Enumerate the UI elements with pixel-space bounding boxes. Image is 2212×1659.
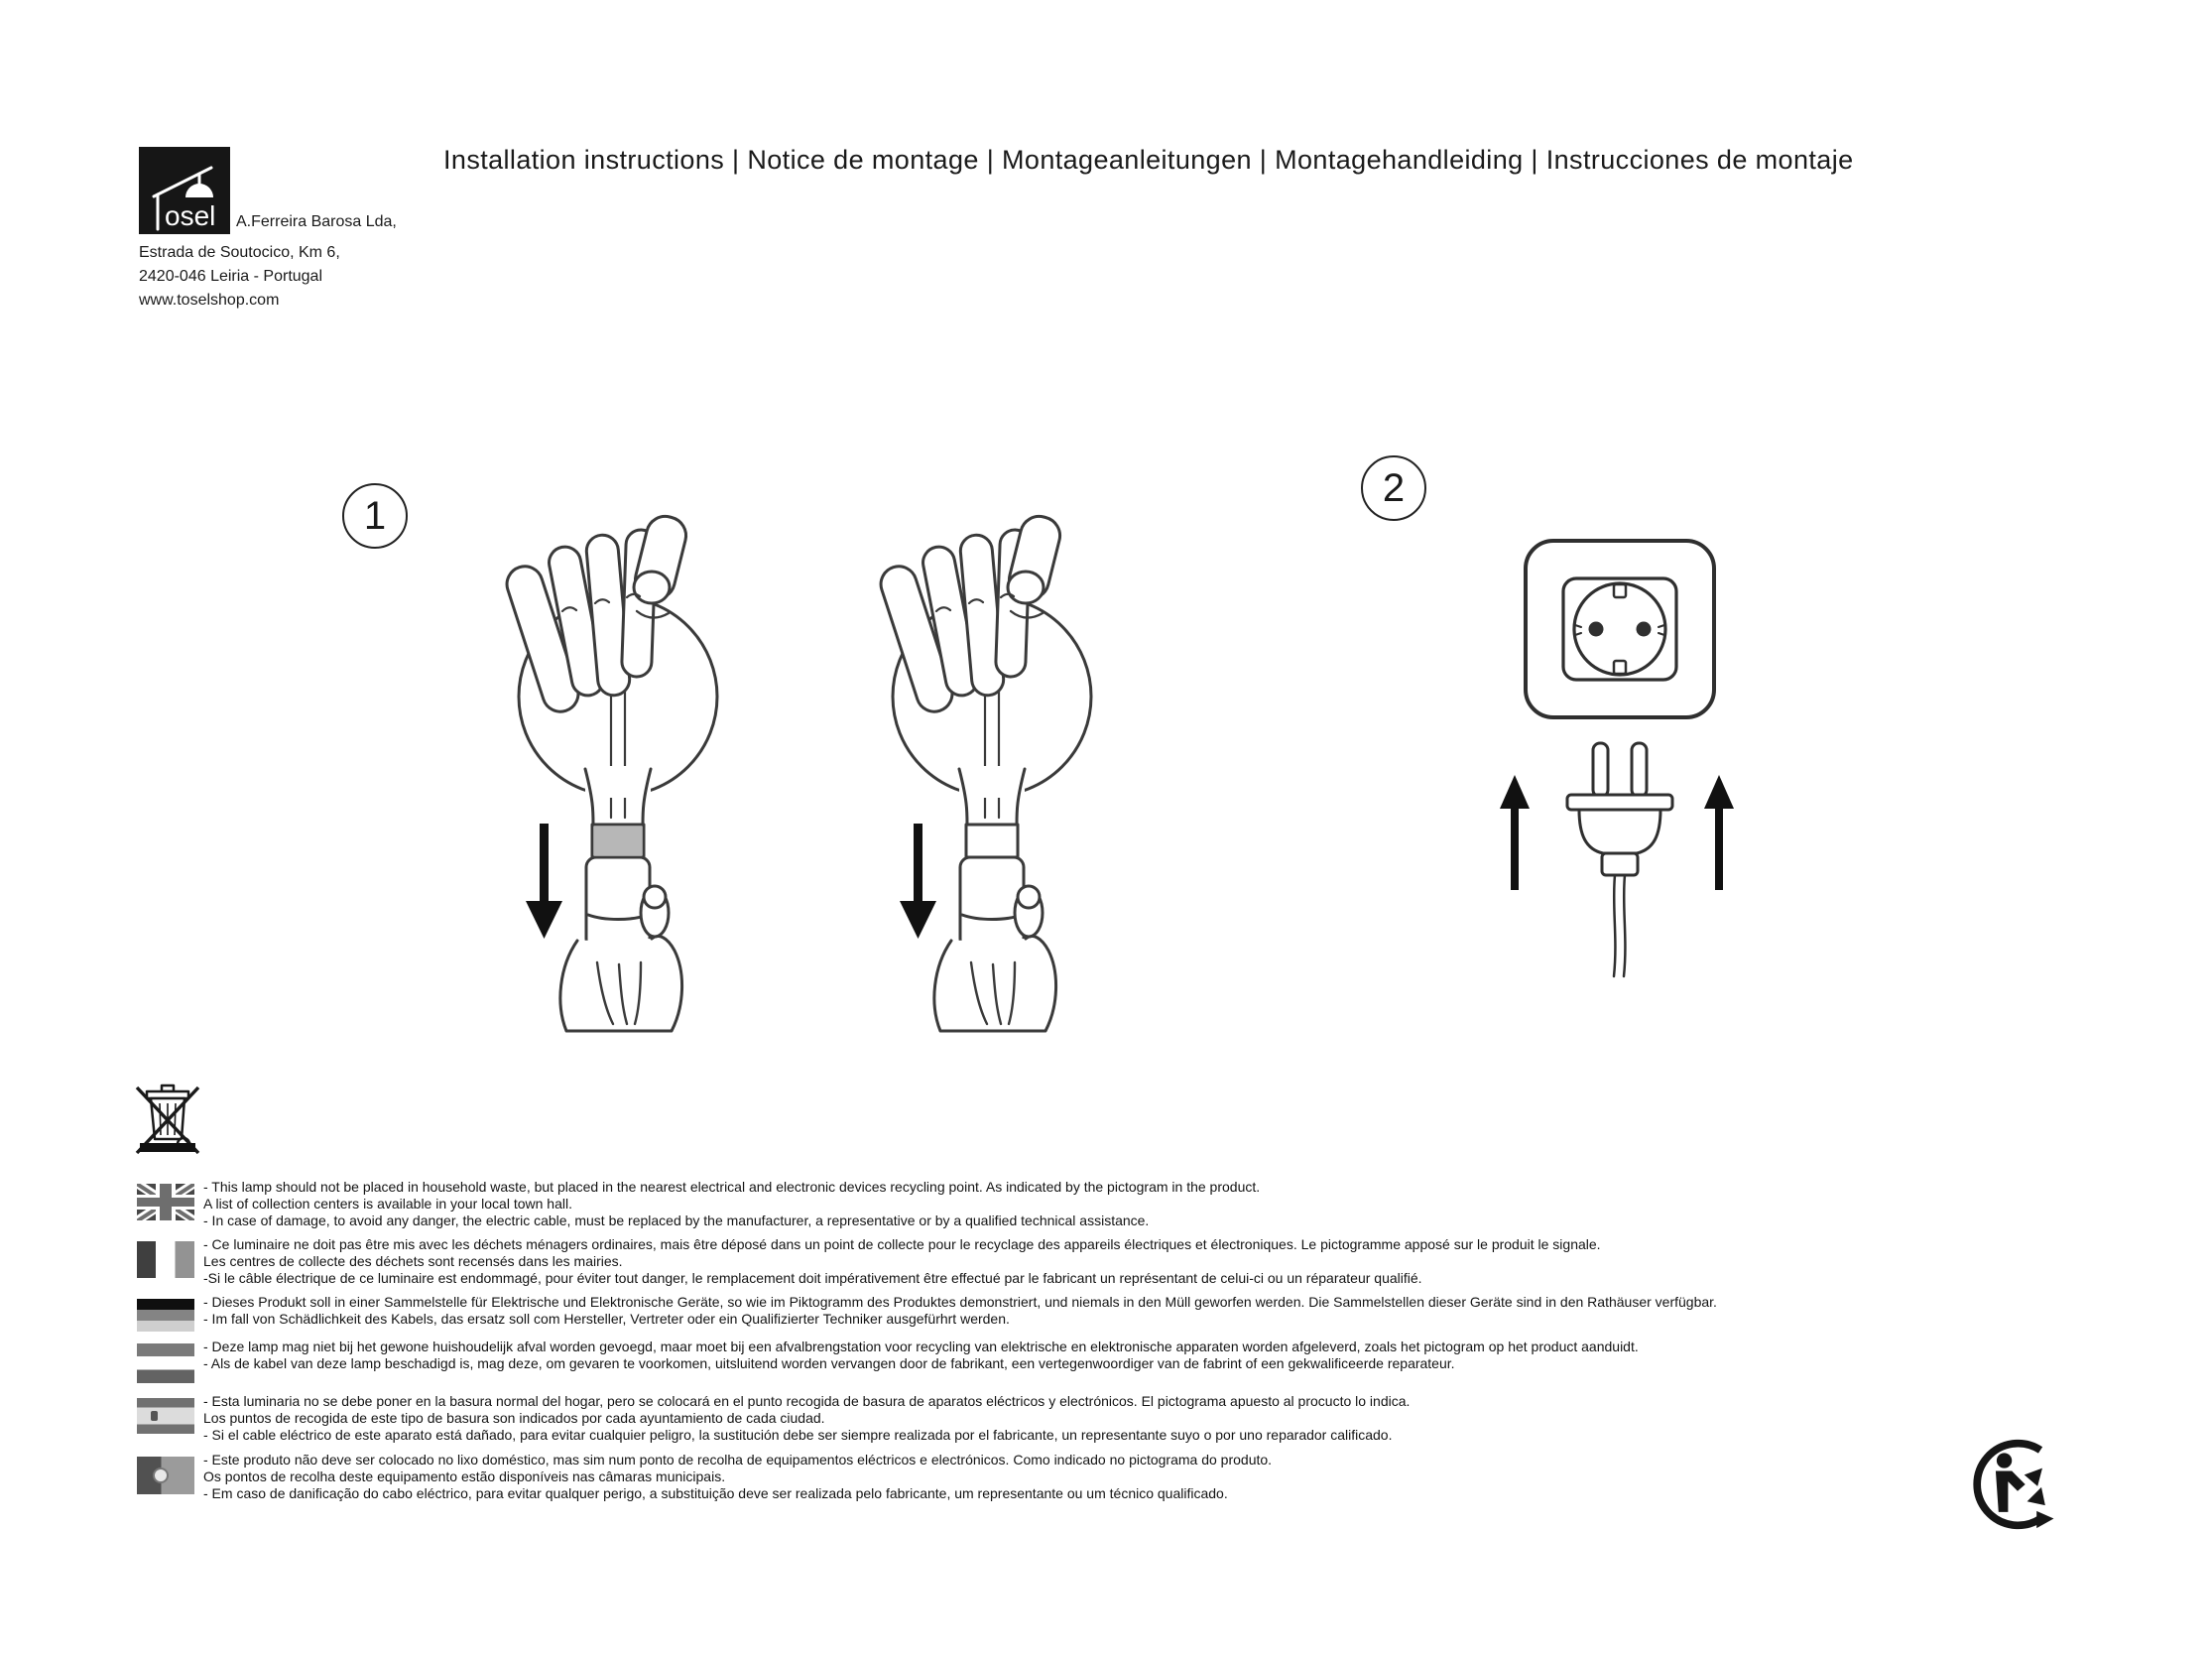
plug-pin-left (1593, 743, 1608, 797)
notice-line: - Esta luminaria no se debe poner en la basura normal del hogar, pero se colocará en el punto recogida de basura de aparatos eléctricos y electrónicos. El pictograma apuesto al procucto lo indica. (203, 1393, 1411, 1409)
weee-bar (140, 1143, 195, 1152)
socket-outer-frame (1526, 541, 1714, 717)
notice-line: - Este produto não deve ser colocado no lixo doméstico, mas sim num ponto de recolha de equipamentos eléctricos e electrónicos. Como indicado no pictograma do produto. (203, 1452, 1273, 1468)
up-arrow-left-shaft (1511, 807, 1519, 890)
notice-line: -Si le câble électrique de ce luminaire est endommagé, pour éviter tout danger, le remplacement doit impérativement être effectué par le fabricant un représentant de celui-ci ou un réparateur qualifié. (203, 1270, 1422, 1287)
up-arrow-right-shaft (1715, 807, 1723, 890)
plug-body (1579, 810, 1660, 853)
notice-line: - In case of damage, to avoid any danger, the electric cable, must be replaced by the manufacturer, a representative or by a qualified technical assistance. (203, 1212, 1150, 1229)
portugal-armillary (153, 1468, 169, 1483)
france-flag-icon (137, 1241, 194, 1278)
notice-line: - Ce luminaire ne doit pas être mis avec les déchets ménagers ordinaires, mais être déposé dans un point de collecte pour le recyclage des appareils électriques et électroniques. Le pictogramme apposé sur le produit le signale. (203, 1236, 1601, 1252)
plug-neck (1602, 853, 1638, 875)
address-line-2: 2420-046 Leiria - Portugal (139, 268, 323, 285)
notice-line: - Als de kabel van deze lamp beschadigd is, mag deze, om gevaren te voorkomen, uitsluitend worden vervangen door de fabrikant, een vertegenwoordiger van de fabrint of een gekwalificeerde reparateur. (203, 1355, 1455, 1372)
up-arrow-right-head (1704, 775, 1734, 809)
notice-line: A list of collection centers is available in your local town hall. (203, 1196, 572, 1212)
step-1-badge: 1 (342, 483, 408, 549)
bulb-screw-band (594, 827, 642, 855)
bulb-insertion-illustration-a (501, 508, 734, 1034)
socket-hole-right (1637, 622, 1652, 637)
notice-line: Los puntos de recogida de este tipo de basura son indicados por cada ayuntamiento de cada ciudad. (203, 1410, 825, 1427)
step-2-badge: 2 (1361, 455, 1426, 521)
netherlands-flag-icon (137, 1343, 194, 1383)
page-title: Installation instructions | Notice de montage | Montageanleitungen | Montagehandleiding | Instrucciones de montaje (443, 145, 1854, 175)
notice-line: Os pontos de recolha deste equipamento estão disponíveis nas câmaras municipais. (203, 1468, 726, 1485)
triman-recycling-icon (1970, 1435, 2065, 1534)
earth-clip-top (1614, 584, 1626, 597)
wall-socket-plug-illustration (1493, 539, 1741, 980)
spain-crest (151, 1411, 158, 1421)
notice-line: - This lamp should not be placed in household waste, but placed in the nearest electrical and electronic devices recycling point. As indicated by the pictogram in the product. (203, 1179, 1261, 1195)
tosel-logo (139, 147, 230, 234)
spain-flag-icon (137, 1398, 194, 1434)
plug-cable (1614, 875, 1625, 976)
logo-letters: osel (165, 200, 216, 231)
website-url: www.toselshop.com (139, 292, 280, 309)
power-plug (1567, 743, 1672, 976)
notice-line: - Deze lamp mag niet bij het gewone huishoudelijk afval worden gevoegd, maar moet bij een afvalbrengstation voor recycling van elektrische en elektronische apparaten worden afgeleverd, zoals het pictogram op het product aanduidt. (203, 1339, 1639, 1354)
notice-line: Les centres de collecte des déchets sont recensés dans les mairies. (203, 1253, 623, 1270)
company-name: A.Ferreira Barosa Lda, (236, 213, 397, 230)
up-arrow-left-head (1500, 775, 1530, 809)
plug-pin-right (1632, 743, 1647, 797)
notice-line: - Im fall von Schädlichkeit des Kabels, das ersatz soll com Hersteller, Vertreter oder ein Qualifizierter Techniker ausgefürhrt werden. (203, 1311, 1010, 1328)
portugal-flag-icon (137, 1457, 194, 1494)
bulb-insertion-illustration-b (875, 508, 1108, 1034)
notice-line: - Dieses Produkt soll in einer Sammelstelle für Elektrische und Elektronische Geräte, so wie im Piktogramm des Produktes demonstriert, und niemals in den Müll geworfen werden. Die Sammelstellen dieser Geräte sind in den Rathäuser verfügbar. (203, 1294, 1717, 1310)
uk-flag-icon (137, 1184, 194, 1220)
company-address (139, 241, 340, 313)
notice-line: - Si el cable eléctrico de este aparato está dañado, para evitar cualquier peligro, la sustitución debe ser siempre realizada por el fabricante, un representante suyo o por uno reparador calificado. (203, 1427, 1393, 1444)
address-line-1: Estrada de Soutocico, Km 6, (139, 244, 340, 261)
notice-line: - Em caso de danificação do cabo eléctrico, para evitar qualquer perigo, a substituição deve ser realizada pelo fabricante, um representante ou um técnico qualificado. (203, 1485, 1228, 1502)
earth-clip-bottom (1614, 661, 1626, 674)
germany-flag-icon (137, 1299, 194, 1332)
plug-flange (1567, 795, 1672, 810)
socket-hole-left (1589, 622, 1604, 637)
